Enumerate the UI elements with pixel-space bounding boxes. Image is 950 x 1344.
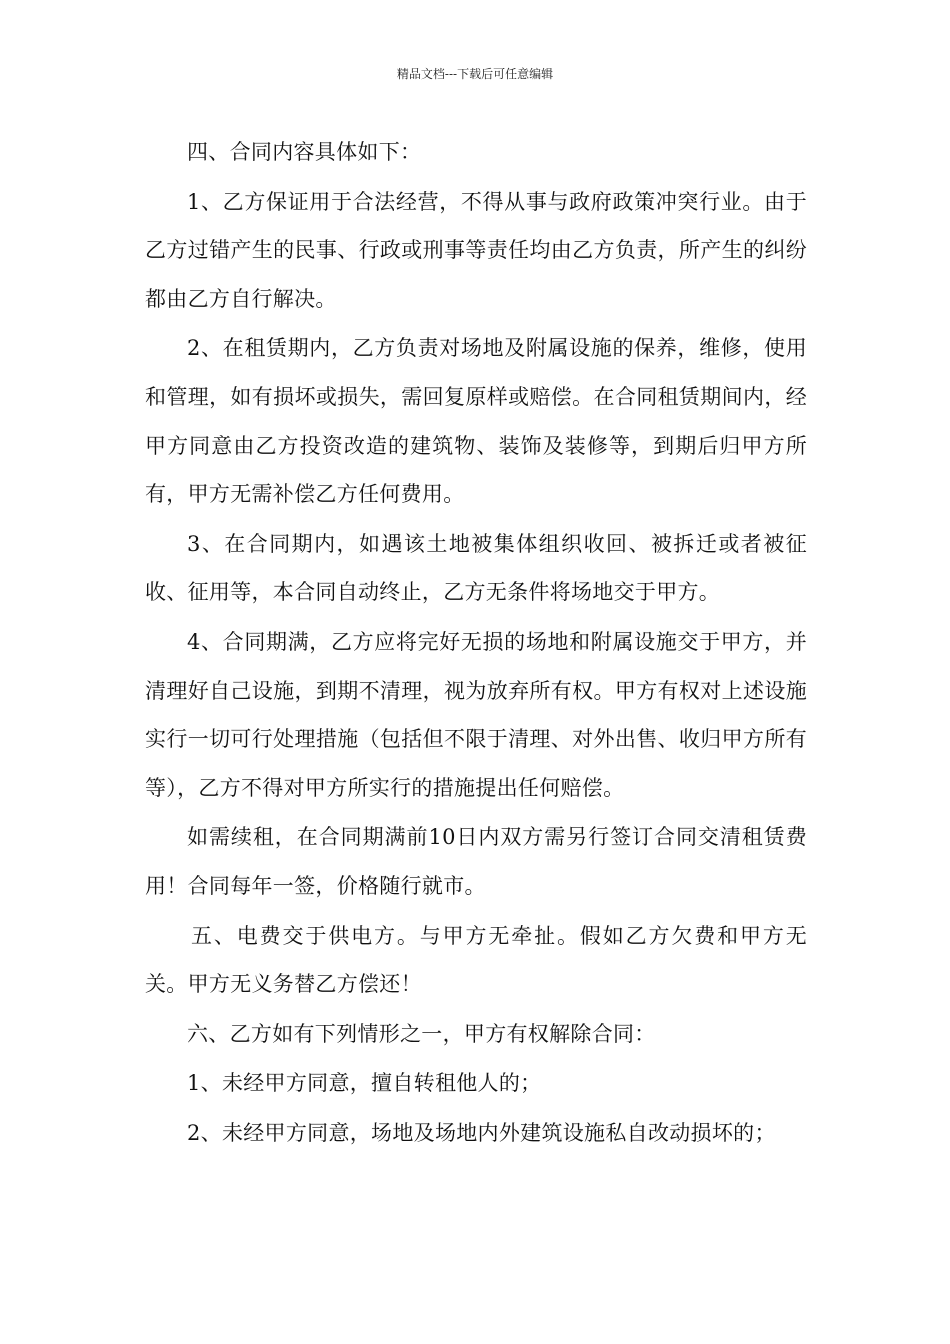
renewal-paragraph: 如需续租，在合同期满前10日内双方需另行签订合同交清租赁费用！合同每年一签，价格随行就市。 [145, 825, 807, 898]
clause-paragraph: 1、乙方保证用于合法经营，不得从事与政府政策冲突行业。由于乙方过错产生的民事、行政或刑事等责任均由乙方负责，所产生的纠纷都由乙方自行解决。 [145, 189, 807, 311]
termination-item: 2、未经甲方同意，场地及场地内外建筑设施私自改动损坏的； [187, 1120, 776, 1145]
clause-paragraph: 4、合同期满，乙方应将完好无损的场地和附属设施交于甲方，并清理好自己设施，到期不清理，视为放弃所有权。甲方有权对上述设施实行一切可行处理措施（包括但不限于清理、对外出售、收归甲方所有等），乙方不得对甲方所实行的措施提出任何赔偿。 [145, 629, 807, 800]
section-heading-electricity: 五、电费交于供电方。与甲方无牵扯。假如乙方欠费和甲方无关。甲方无义务替乙方偿还！ [145, 923, 807, 997]
section-heading-contract-content: 四、合同内容具体如下： [187, 140, 422, 164]
document-body [145, 128, 807, 1158]
section-heading-termination: 六、乙方如有下列情形之一，甲方有权解除合同： [187, 1021, 656, 1046]
page-header: 精品文档---下载后可任意编辑 [396, 67, 554, 81]
clause-paragraph: 2、在租赁期内，乙方负责对场地及附属设施的保养，维修，使用和管理，如有损坏或损失，需回复原样或赔偿。在合同租赁期间内，经甲方同意由乙方投资改造的建筑物、装饰及装修等，到期后归甲方所有，甲方无需补偿乙方任何费用。 [145, 336, 807, 507]
clause-paragraph: 3、在合同期内，如遇该土地被集体组织收回、被拆迁或者被征收、征用等，本合同自动终止，乙方无条件将场地交于甲方。 [145, 531, 807, 605]
termination-item: 1、未经甲方同意，擅自转租他人的； [187, 1071, 542, 1096]
